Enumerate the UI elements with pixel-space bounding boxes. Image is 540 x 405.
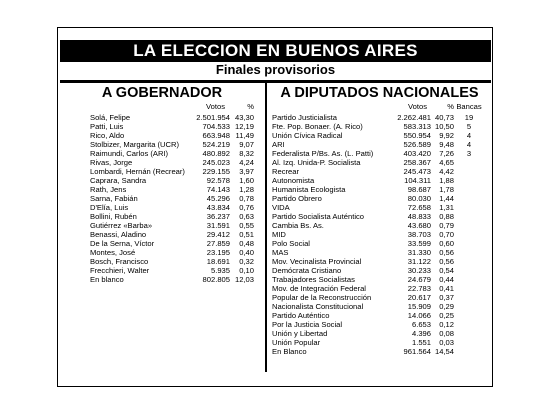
gobernador-votos-cell: 663.948 (202, 131, 230, 140)
diputados-pct-cell: 0,25 (439, 311, 454, 320)
diputados-name-cell: VIDA (272, 203, 290, 212)
gobernador-pct-header: % (247, 102, 254, 111)
diputados-pct-cell: 4,65 (439, 158, 454, 167)
diputados-votos-cell: 2.262.481 (397, 113, 431, 122)
diputados-name-cell: Partido Justicialista (272, 113, 337, 122)
gobernador-table (60, 113, 264, 284)
diputados-pct-header: % (447, 102, 454, 111)
gobernador-name-cell: Solá, Felipe (90, 113, 131, 122)
diputados-votos-cell: 24.679 (407, 275, 431, 284)
gobernador-name-cell: Bollini, Rubén (90, 212, 137, 221)
diputados-votos-cell: 43.680 (407, 221, 431, 230)
diputados-table-row (268, 167, 491, 176)
diputados-table-row (268, 320, 491, 329)
gobernador-votos-cell: 31.591 (206, 221, 230, 230)
diputados-pct-cell: 0,12 (439, 320, 454, 329)
gobernador-table-row (60, 194, 264, 203)
diputados-table-row (268, 266, 491, 275)
diputados-name-cell: Polo Social (272, 239, 310, 248)
diputados-table-row (268, 158, 491, 167)
gobernador-pct-cell: 0,48 (239, 239, 254, 248)
page-title: LA ELECCION EN BUENOS AIRES (60, 40, 491, 62)
diputados-table-row (268, 329, 491, 338)
diputados-table-row (268, 284, 491, 293)
diputados-name-cell: Federalista P/Bs. As. (L. Patti) (272, 149, 374, 158)
gobernador-header-row (60, 102, 264, 112)
diputados-bancas-cell: 3 (466, 149, 472, 158)
gobernador-name-cell: Bosch, Francisco (90, 257, 149, 266)
diputados-name-cell: Por la Justicia Social (272, 320, 343, 329)
diputados-name-cell: Unión y Libertad (272, 329, 328, 338)
diputados-pct-cell: 40,73 (434, 113, 454, 122)
diputados-pct-cell: 0,79 (439, 221, 454, 230)
gobernador-votos-cell: 802.805 (202, 275, 230, 284)
diputados-votos-cell: 258.367 (403, 158, 431, 167)
gobernador-pct-cell: 1,28 (239, 185, 254, 194)
diputados-name-cell: Partido Socialista Auténtico (272, 212, 365, 221)
gobernador-table-row (60, 212, 264, 221)
gobernador-name-cell: Rico, Aldo (90, 131, 125, 140)
gobernador-pct-cell: 1,60 (239, 176, 254, 185)
diputados-table-row (268, 257, 491, 266)
diputados-pct-cell: 9,92 (439, 131, 454, 140)
diputados-pct-cell: 14,54 (434, 347, 454, 356)
diputados-table-row (268, 347, 491, 356)
diputados-section (268, 82, 491, 356)
diputados-table-row (268, 122, 491, 131)
diputados-name-cell: En Blanco (272, 347, 307, 356)
diputados-table-row (268, 293, 491, 302)
diputados-votos-cell: 245.473 (403, 167, 431, 176)
gobernador-pct-cell: 9,07 (239, 140, 254, 149)
diputados-name-cell: Partido Obrero (272, 194, 322, 203)
diputados-table-row (268, 212, 491, 221)
diputados-pct-cell: 1,31 (439, 203, 454, 212)
diputados-name-cell: Autonomista (272, 176, 315, 185)
diputados-name-cell: Unión Cívica Radical (272, 131, 343, 140)
gobernador-votos-cell: 74.143 (206, 185, 230, 194)
diputados-table-row (268, 221, 491, 230)
gobernador-table-row (60, 149, 264, 158)
gobernador-votos-cell: 704.533 (202, 122, 230, 131)
diputados-name-cell: Humanista Ecologista (272, 185, 346, 194)
gobernador-votos-cell: 2.501.954 (196, 113, 230, 122)
diputados-votos-cell: 31.122 (407, 257, 431, 266)
gobernador-name-cell: Sarna, Fabián (90, 194, 138, 203)
gobernador-votos-cell: 43.834 (206, 203, 230, 212)
gobernador-table-row (60, 131, 264, 140)
gobernador-table-row (60, 266, 264, 275)
diputados-votos-cell: 403.420 (403, 149, 431, 158)
gobernador-pct-cell: 0,78 (239, 194, 254, 203)
diputados-pct-cell: 0,88 (439, 212, 454, 221)
gobernador-votos-cell: 5.935 (210, 266, 230, 275)
gobernador-name-cell: De la Serna, Víctor (90, 239, 155, 248)
gobernador-pct-cell: 0,51 (239, 230, 254, 239)
gobernador-pct-cell: 0,40 (239, 248, 254, 257)
diputados-votos-cell: 6.653 (411, 320, 431, 329)
diputados-table-row (268, 140, 491, 149)
diputados-name-cell: Unión Popular (272, 338, 321, 347)
gobernador-table-row (60, 257, 264, 266)
diputados-votos-cell: 80.030 (407, 194, 431, 203)
gobernador-table-row (60, 275, 264, 284)
diputados-bancas-cell: 4 (466, 140, 472, 149)
diputados-bancas-cell: 5 (466, 122, 472, 131)
gobernador-name-cell: Frecchieri, Walter (90, 266, 150, 275)
gobernador-name-cell: En blanco (90, 275, 124, 284)
gobernador-name-cell: Patti, Luis (90, 122, 124, 131)
diputados-pct-cell: 0,60 (439, 239, 454, 248)
gobernador-table-row (60, 221, 264, 230)
gobernador-table-row (60, 176, 264, 185)
diputados-pct-cell: 1,78 (439, 185, 454, 194)
diputados-pct-cell: 0,03 (439, 338, 454, 347)
diputados-votos-cell: 583.313 (403, 122, 431, 131)
gobernador-table-row (60, 158, 264, 167)
diputados-pct-cell: 0,56 (439, 257, 454, 266)
gobernador-votos-cell: 245.023 (202, 158, 230, 167)
gobernador-pct-cell: 4,24 (239, 158, 254, 167)
gobernador-title: A GOBERNADOR (101, 85, 223, 101)
diputados-name-cell: Mov. de Integración Federal (272, 284, 366, 293)
diputados-table-row (268, 203, 491, 212)
diputados-name-cell: Nacionalista Constitucional (272, 302, 364, 311)
diputados-table-row (268, 230, 491, 239)
gobernador-votos-cell: 27.859 (206, 239, 230, 248)
gobernador-pct-cell: 3,97 (239, 167, 254, 176)
gobernador-pct-cell: 11,49 (235, 131, 254, 140)
diputados-table-row (268, 248, 491, 257)
diputados-table-row (268, 239, 491, 248)
diputados-votos-cell: 72.658 (407, 203, 431, 212)
diputados-name-cell: Popular de la Reconstrucción (272, 293, 372, 302)
gobernador-section (60, 82, 264, 284)
diputados-pct-cell: 0,29 (439, 302, 454, 311)
diputados-table-row (268, 194, 491, 203)
gobernador-pct-cell: 0,63 (239, 212, 254, 221)
diputados-pct-cell: 9,48 (439, 140, 454, 149)
gobernador-table-row (60, 248, 264, 257)
diputados-name-cell: Cambia Bs. As. (272, 221, 324, 230)
gobernador-votos-cell: 29.412 (206, 230, 230, 239)
diputados-pct-cell: 0,08 (439, 329, 454, 338)
gobernador-table-row (60, 113, 264, 122)
diputados-votos-cell: 30.233 (407, 266, 431, 275)
diputados-votos-cell: 1.551 (411, 338, 431, 347)
gobernador-votos-cell: 480.892 (202, 149, 230, 158)
gobernador-name-cell: Raimundi, Carlos (ARI) (90, 149, 169, 158)
diputados-bancas-header: Bancas (456, 102, 482, 111)
gobernador-pct-cell: 43,30 (234, 113, 254, 122)
diputados-table-row (268, 113, 491, 122)
diputados-name-cell: MID (272, 230, 286, 239)
gobernador-pct-cell: 0,32 (239, 257, 254, 266)
gobernador-votos-cell: 18.691 (206, 257, 230, 266)
gobernador-votos-cell: 23.195 (206, 248, 230, 257)
diputados-votos-cell: 15.909 (407, 302, 431, 311)
diputados-table-row (268, 131, 491, 140)
gobernador-name-cell: Gutiérrez «Barba» (90, 221, 153, 230)
gobernador-votos-cell: 524.219 (202, 140, 230, 149)
diputados-votos-cell: 961.564 (403, 347, 431, 356)
diputados-pct-cell: 1,88 (439, 176, 454, 185)
gobernador-votos-header: Votos (206, 102, 225, 111)
gobernador-name-cell: Benassi, Aladino (90, 230, 147, 239)
diputados-pct-cell: 0,41 (439, 284, 454, 293)
diputados-bancas-cell: 4 (466, 131, 472, 140)
column-divider (265, 82, 267, 372)
gobernador-table-row (60, 239, 264, 248)
gobernador-votos-cell: 36.237 (206, 212, 230, 221)
diputados-bancas-cell: 19 (464, 113, 474, 122)
diputados-votos-cell: 14.066 (407, 311, 431, 320)
diputados-votos-cell: 38.703 (407, 230, 431, 239)
diputados-table-row (268, 338, 491, 347)
diputados-votos-cell: 33.599 (407, 239, 431, 248)
diputados-votos-cell: 31.330 (407, 248, 431, 257)
diputados-votos-header: Votos (408, 102, 427, 111)
diputados-table-row (268, 311, 491, 320)
gobernador-table-row (60, 140, 264, 149)
diputados-name-cell: Al. Izq. Unida-P. Socialista (272, 158, 361, 167)
diputados-name-cell: ARI (272, 140, 285, 149)
gobernador-votos-cell: 229.155 (202, 167, 230, 176)
diputados-name-cell: Mov. Vecinalista Provincial (272, 257, 362, 266)
gobernador-pct-cell: 0,10 (239, 266, 254, 275)
diputados-votos-cell: 98.687 (407, 185, 431, 194)
gobernador-votos-cell: 45.296 (206, 194, 230, 203)
diputados-pct-cell: 0,37 (439, 293, 454, 302)
diputados-pct-cell: 7,26 (439, 149, 454, 158)
gobernador-pct-cell: 8,32 (239, 149, 254, 158)
diputados-title: A DIPUTADOS NACIONALES (280, 85, 479, 101)
gobernador-pct-cell: 12,03 (234, 275, 254, 284)
gobernador-table-row (60, 167, 264, 176)
diputados-pct-cell: 10,50 (434, 122, 454, 131)
gobernador-pct-cell: 12,19 (234, 122, 254, 131)
diputados-pct-cell: 0,44 (439, 275, 454, 284)
diputados-pct-cell: 0,56 (439, 248, 454, 257)
diputados-votos-cell: 20.617 (407, 293, 431, 302)
gobernador-pct-cell: 0,55 (239, 221, 254, 230)
gobernador-name-cell: Stolbizer, Margarita (UCR) (90, 140, 180, 149)
page-subtitle: Finales provisorios (215, 62, 336, 77)
diputados-name-cell: Trabajadores Socialistas (272, 275, 355, 284)
diputados-name-cell: Partido Auténtico (272, 311, 330, 320)
diputados-table-row (268, 176, 491, 185)
diputados-table-row (268, 302, 491, 311)
diputados-name-cell: Demócrata Cristiano (272, 266, 342, 275)
gobernador-table-row (60, 203, 264, 212)
diputados-votos-cell: 526.589 (403, 140, 431, 149)
diputados-votos-cell: 48.833 (407, 212, 431, 221)
gobernador-name-cell: Montes, José (90, 248, 136, 257)
diputados-name-cell: Fte. Pop. Bonaer. (A. Rico) (272, 122, 363, 131)
diputados-pct-cell: 1,44 (439, 194, 454, 203)
gobernador-name-cell: Caprara, Sandra (90, 176, 147, 185)
diputados-table-row (268, 185, 491, 194)
gobernador-table-row (60, 230, 264, 239)
diputados-pct-cell: 4,42 (439, 167, 454, 176)
gobernador-table-row (60, 185, 264, 194)
gobernador-pct-cell: 0,76 (239, 203, 254, 212)
diputados-votos-cell: 550.954 (403, 131, 431, 140)
diputados-table-row (268, 275, 491, 284)
diputados-name-cell: MAS (272, 248, 289, 257)
diputados-votos-cell: 104.311 (404, 176, 431, 185)
diputados-name-cell: Recrear (272, 167, 300, 176)
gobernador-table-row (60, 122, 264, 131)
diputados-table-row (268, 149, 491, 158)
diputados-table (268, 113, 491, 356)
diputados-header-row (268, 102, 491, 112)
gobernador-name-cell: Rath, Jens (90, 185, 127, 194)
gobernador-name-cell: Rivas, Jorge (90, 158, 133, 167)
gobernador-name-cell: D'Elía, Luis (90, 203, 129, 212)
diputados-votos-cell: 4.396 (411, 329, 431, 338)
gobernador-votos-cell: 92.578 (206, 176, 230, 185)
gobernador-name-cell: Lombardi, Hernán (Recrear) (90, 167, 185, 176)
diputados-pct-cell: 0,70 (439, 230, 454, 239)
diputados-pct-cell: 0,54 (439, 266, 454, 275)
diputados-votos-cell: 22.783 (407, 284, 431, 293)
